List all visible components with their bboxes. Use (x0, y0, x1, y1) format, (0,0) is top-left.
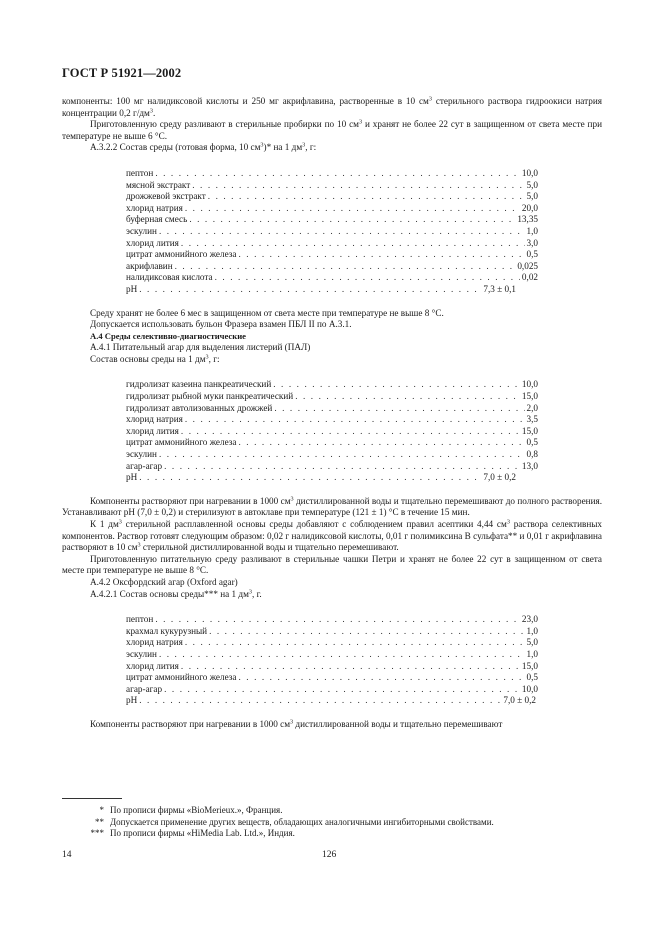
dot-leader (274, 403, 524, 415)
table-row (126, 672, 538, 684)
footnote-mark: *** (90, 828, 104, 839)
table-row (126, 414, 538, 426)
ingredient-amount: 0,5 (526, 437, 538, 448)
footnote-mark: ** (95, 816, 104, 827)
ingredient-name: налидиксовая кислота (126, 272, 213, 283)
ingredient-name: гидролизат рыбной муки панкреатический (126, 391, 294, 402)
footnote (62, 817, 602, 829)
ingredient-amount: 15,0 (521, 660, 538, 671)
ingredient-amount: 15,0 (521, 425, 538, 436)
dot-leader (208, 191, 525, 203)
table-row (126, 226, 538, 238)
paragraph-storage-6-months: Среду хранят не более 6 мес в защищенном от света месте при температуре не выше 8 °С. (90, 307, 444, 318)
composition-table-a4-2-1 (126, 614, 538, 707)
ingredient-name: цитрат аммонийного железа (126, 437, 237, 448)
paragraph-a3-2-2: А.3.2.2 Состав среды (готовая форма, 10 $см^3)*$ на 1 $дм^3$, г: (90, 141, 317, 153)
footnotes (62, 805, 602, 840)
dot-leader (185, 637, 525, 649)
ingredient-name: акрифлавин (126, 260, 173, 271)
ingredient-name: пептон (126, 614, 154, 625)
paragraph-petri-dishes: Приготовленную питательную среду разливают в стерильные чашки Петри и хранят не более 22 сут в защищенном от света месте при температуре не выше 8 °С. (62, 553, 602, 576)
ingredient-name: эскулин (126, 648, 157, 659)
dot-leader (181, 426, 520, 438)
section-page-number: 14 (62, 850, 72, 860)
ingredient-amount: 0,8 (526, 449, 538, 460)
table-row (126, 437, 538, 449)
composition-table-a3-2-2 (126, 168, 538, 296)
footnote-text: Допускается применение других веществ, обладающих аналогичными ингибиторными свойствами. (110, 816, 494, 827)
ingredient-name: pH (126, 283, 138, 294)
ingredient-amount: 3,5 (526, 414, 538, 425)
ingredient-amount: 1,0 (526, 648, 538, 659)
dot-leader (175, 261, 516, 273)
ingredient-name: агар-агар (126, 683, 163, 694)
ingredient-name: агар-агар (126, 460, 163, 471)
ingredient-amount: 10,0 (521, 167, 538, 178)
paragraph-selective-components: К 1 $дм^3$ стерильной расплавленной основы среды добавляют с соблюдением правил асептики 4,44 $см^3$ раствора селективных компонентов. Раствор готовят следующим образом: 0,02 г налидиксовой кислоты, 0,01 г полимиксина В сульфата** и 0,01 г акрифлавина растворяют в 10 $см^3$ стерильной дистиллированной воды и тщательно перемешивают. (62, 518, 603, 553)
footnote-mark: * (99, 805, 104, 815)
table-row (126, 472, 538, 484)
ingredient-amount: 13,35 (517, 214, 538, 225)
table-row (126, 238, 538, 250)
ingredient-amount: 2,0 (526, 402, 538, 413)
dot-leader (139, 695, 501, 707)
dot-leader (159, 649, 525, 661)
table-row (126, 684, 538, 696)
ingredient-name: буферная смесь (126, 214, 188, 225)
ingredient-amount: 0,5 (526, 249, 538, 260)
ingredient-name: эскулин (126, 449, 157, 460)
table-row (126, 649, 538, 661)
dot-leader (238, 249, 524, 261)
table-row (126, 426, 538, 438)
table-row (126, 203, 538, 215)
section-heading-a4: А.4 Среды селективно-диагностические (90, 330, 246, 341)
paragraph-base-composition: Состав основы среды на 1 $дм^3$, г: (90, 353, 220, 364)
table-row (126, 626, 538, 638)
table-row (126, 391, 538, 403)
paragraph-storage-tubes: Приготовленную среду разливают в стерильные пробирки по 10 $см^3$ и хранят не более 22 сут в защищенном от света месте при температуре не выше 6 °С. (62, 118, 602, 141)
paragraph-a4-1: А.4.1 Питательный агар для выделения листерий (ПАЛ) (90, 342, 311, 353)
dot-leader (155, 614, 520, 626)
dot-leader (159, 449, 525, 461)
ingredient-name: хлорид натрия (126, 414, 183, 425)
ingredient-amount: 7,0 ± 0,2 (483, 472, 516, 483)
ingredient-name: цитрат аммонийного железа (126, 249, 237, 260)
dot-leader (155, 168, 520, 180)
ingredient-name: эскулин (126, 225, 157, 236)
ingredient-amount: 1,0 (526, 625, 538, 636)
ingredient-amount: 7,0 ± 0,2 (503, 695, 536, 706)
paragraph-a4-2-1: А.4.2.1 Состав основы среды*** на 1 $дм^3$, г. (90, 588, 262, 599)
table-row (126, 449, 538, 461)
dot-leader (238, 437, 524, 449)
ingredient-name: пептон (126, 167, 154, 178)
dot-leader (185, 414, 525, 426)
table-row (126, 249, 538, 261)
ingredient-amount: 0,5 (526, 672, 538, 683)
table-row (126, 191, 538, 203)
footnote-divider (62, 798, 122, 799)
dot-leader (159, 226, 525, 238)
ingredient-amount: 13,0 (521, 460, 538, 471)
ingredient-name: крахмал кукурузный (126, 625, 208, 636)
ingredient-name: хлорид лития (126, 237, 179, 248)
dot-leader (192, 180, 524, 192)
footnote-text: По прописи фирмы «HiMedia Lab. Ltd.», Индия. (110, 828, 295, 839)
dot-leader (273, 379, 520, 391)
ingredient-name: хлорид лития (126, 425, 179, 436)
footnote (62, 828, 602, 840)
dot-leader (164, 684, 520, 696)
table-row (126, 614, 538, 626)
table-row (126, 214, 538, 226)
dot-leader (164, 461, 520, 473)
ingredient-amount: 5,0 (526, 191, 538, 202)
ingredient-name: гидролизат автолизованных дрожжей (126, 402, 273, 413)
ingredient-name: pH (126, 695, 138, 706)
document-header: ГОСТ Р 51921—2002 (62, 66, 182, 80)
dot-leader (189, 214, 515, 226)
ingredient-amount: 5,0 (526, 637, 538, 648)
ingredient-amount: 0,02 (521, 272, 538, 283)
table-row (126, 661, 538, 673)
table-row (126, 272, 538, 284)
dot-leader (181, 661, 520, 673)
ingredient-name: хлорид лития (126, 660, 179, 671)
dot-leader (209, 626, 524, 638)
table-row (126, 461, 538, 473)
ingredient-name: хлорид натрия (126, 637, 183, 648)
ingredient-amount: 10,0 (521, 683, 538, 694)
footnote (62, 805, 602, 817)
dot-leader (295, 391, 520, 403)
dot-leader (185, 203, 520, 215)
dot-leader (215, 272, 520, 284)
ingredient-name: гидролизат казеина панкреатический (126, 379, 272, 390)
table-row (126, 168, 538, 180)
ingredient-amount: 23,0 (521, 614, 538, 625)
table-row (126, 637, 538, 649)
table-row (126, 261, 538, 273)
composition-table-a4-1 (126, 379, 538, 483)
table-row (126, 403, 538, 415)
ingredient-amount: 3,0 (526, 237, 538, 248)
footnote-text: По прописи фирмы «BioMerieux.», Франция. (110, 805, 283, 815)
dot-leader (139, 472, 481, 484)
ingredient-amount: 0,025 (517, 260, 538, 271)
ingredient-name: дрожжевой экстракт (126, 191, 206, 202)
ingredient-name: хлорид натрия (126, 202, 183, 213)
dot-leader (139, 284, 481, 296)
ingredient-amount: 15,0 (521, 391, 538, 402)
ingredient-amount: 5,0 (526, 179, 538, 190)
ingredient-name: мясной экстракт (126, 179, 191, 190)
table-row (126, 379, 538, 391)
paragraph-final-dissolve: Компоненты растворяют при нагревании в 1000 $см^3$ дистиллированной воды и тщательно перемешивают (90, 718, 503, 729)
ingredient-name: pH (126, 472, 138, 483)
page-number: 126 (322, 850, 337, 860)
table-row (126, 695, 538, 707)
ingredient-amount: 20,0 (521, 202, 538, 213)
dot-leader (238, 672, 524, 684)
ingredient-amount: 7,3 ± 0,1 (483, 283, 516, 294)
table-row (126, 284, 538, 296)
ingredient-amount: 10,0 (521, 379, 538, 390)
document-body (62, 96, 602, 731)
paragraph-fraser-broth: Допускается использовать бульон Фразера взамен ПБЛ II по А.3.1. (90, 319, 352, 330)
table-row (126, 180, 538, 192)
ingredient-name: цитрат аммонийного железа (126, 672, 237, 683)
dot-leader (181, 238, 525, 250)
paragraph-components: компоненты: 100 мг налидиксовой кислоты и 250 мг акрифлавина, растворенные в 10 $см^3$ стерильного раствора гидроокиси натрия концентрации 0,2 $г/дм^3$. (62, 95, 603, 118)
paragraph-dissolve-sterilize: Компоненты растворяют при нагревании в 1000 $см^3$ дистиллированной воды и тщательно перемешивают до полного растворения. Устанавливают pH (7,0 ± 0,2) и стерилизуют в автоклаве при температуре (121 ± 1) °С в течение 15 мин. (62, 495, 603, 518)
paragraph-a4-2: А.4.2 Оксфордский агар (Oxford agar) (90, 576, 238, 587)
ingredient-amount: 1,0 (526, 225, 538, 236)
